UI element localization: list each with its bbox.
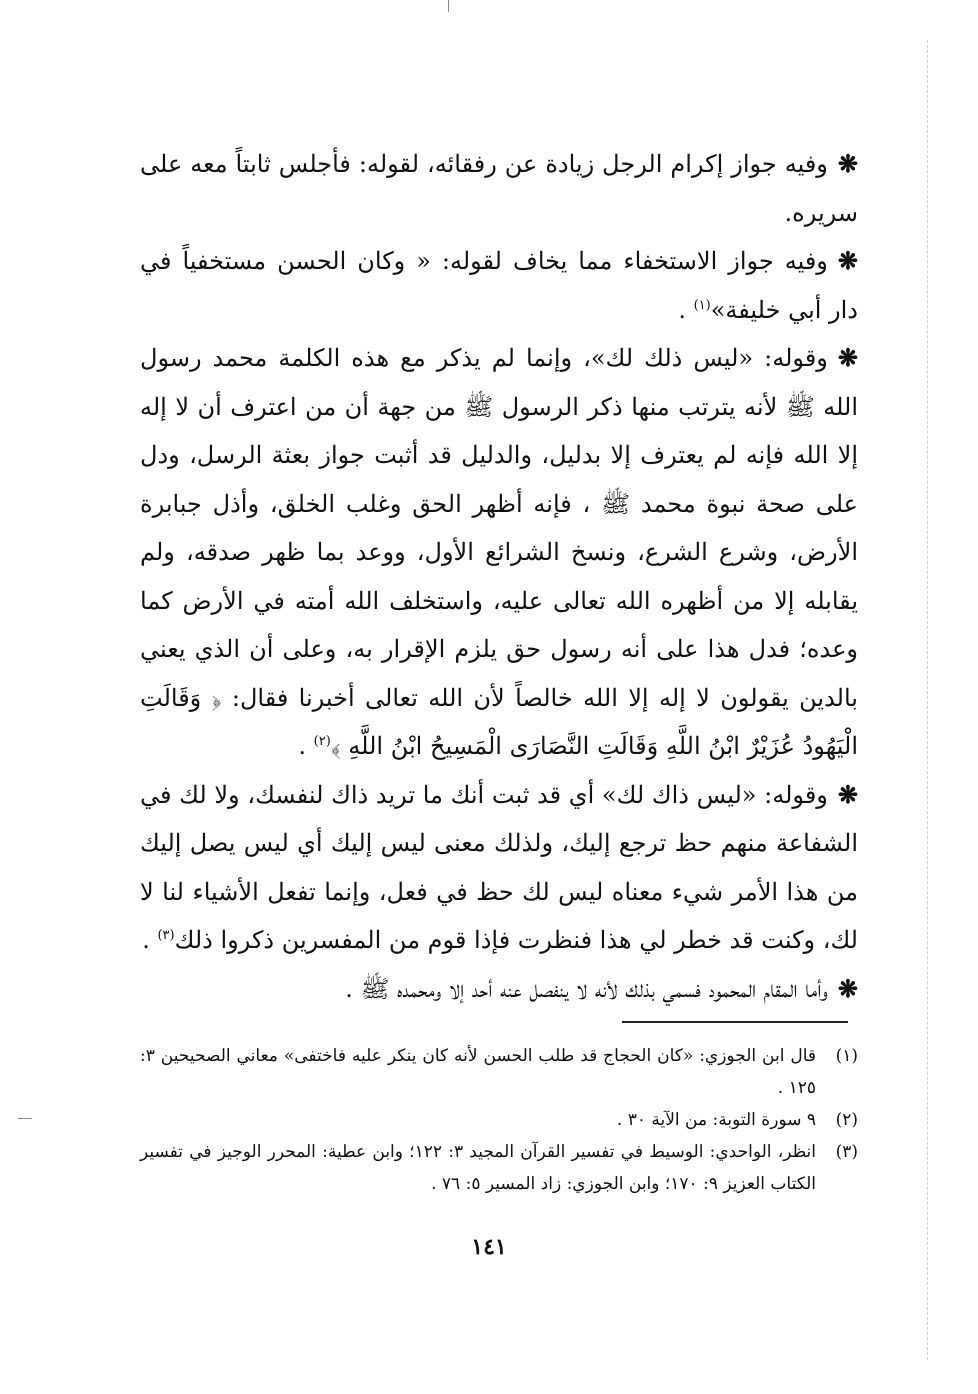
footnote-ref: (١) [693,297,711,313]
paragraph-text: وقوله: «ليس ذلك لك»، وإنما لم يذكر مع هذه الكلمة محمد رسول الله ﷺ لأنه يترتب منها ذكر الرسول ﷺ من جهة أن من اعترف أن لا إله إلا الله فإنه لم يعترف إلا بدليل، والدليل قد أثبت جواز بعثة الرسل، ودل على صحة نبوة محمد ﷺ ، فإنه أظهر الحق وغلب الخلق، وأذل جبابرة الأرض، وشرع الشرع، ونسخ الشرائع الأول، ووعد بما ظهر صدقه، ولم يقابله إلا من أظهره الله تعالى عليه، واستخلف الله أمته في الأرض كما وعده؛ فدل هذا على أنه رسول حق يلزم الإقرار به، وعلى أن الذي يعني بالدين يقولون لا إله إلا الله خالصاً لأن الله تعالى أخبرنا فقال: ﴿ وَقَالَتِ الْيَهُودُ عُزَيْرٌ ابْنُ اللَّهِ وَقَالَتِ النَّصَارَى الْمَسِيحُ ابْنُ اللَّهِ ﴾ [140,344,858,760]
left-margin-mark [18,1118,32,1119]
bullet-icon: ❋ [837,343,858,372]
footnote-number: (٢) [835,1110,858,1130]
paragraph [140,237,858,334]
footnote-text: انظر، الواحدي: الوسيط في تفسير القرآن المجيد ٣: ١٢٢؛ وابن عطية: المحرر الوجيز في تفسير الكتاب العزيز ٩: ١٧٠؛ وابن الجوزي: زاد المسير ٥: ٧٦ . [140,1142,816,1194]
paragraph-text: وفيه جواز الاستخفاء مما يخاف لقوله: « وكان الحسن مستخفياً في دار أبي خليفة» [140,247,858,324]
paragraph [140,771,858,965]
bullet-icon: ❋ [837,779,859,809]
footnote-text: ٩ سورة التوبة: من الآية ٣٠ . [616,1110,816,1130]
bullet-icon: ❋ [837,973,858,1003]
footnotes [140,1040,858,1200]
paragraph [140,965,858,1014]
footnote [140,1104,858,1136]
footnote-number: (٣) [835,1142,858,1162]
paragraph-tail: . [678,295,694,324]
paragraph-text: وفيه جواز إكرام الرجل زيادة عن رفقائه، لقوله: فأجلس ثابتاً معه على سريره. [140,150,858,227]
footnote-text: قال ابن الجوزي: «كان الحجاج قد طلب الحسن لأنه كان ينكر عليه فاختفى» معاني الصحيحين ٣: ١٢٥ . [140,1046,816,1098]
main-text [140,140,858,1013]
paragraph [140,334,858,771]
top-crop-mark [448,0,449,12]
paragraph-tail: . [142,926,158,954]
paragraph-text: وقوله: «ليس ذاك لك» أي قد ثبت أنك ما تريد ذاك لنفسك، ولا لك في الشفاعة منهم حظ ترجع إليك، ولذلك معنى ليس إليك أي ليس يصل إليك من هذا الأمر شيء معناه ليس لك حظ في فعل، وإنما تفعل الأشياء لنا لا لك، وكنت قد خطر لي هذا فنظرت فإذا قوم من المفسرين ذكروا ذلك [140,780,858,954]
bullet-icon: ❋ [837,246,858,275]
scan-edge-line [927,40,928,1360]
paragraph-text: وأما المقام المحمود فسمي بذلك لأنه لا ينفصل عنه أحد إلا ومحمده ﷺ . [345,974,828,1003]
page-number: ١٤١ [471,1234,507,1260]
footnote-ref: (٣) [157,928,175,943]
bullet-icon: ❋ [837,149,859,178]
footnote-ref: (٢) [313,734,331,749]
paragraph [140,140,858,237]
paragraph-tail: . [298,732,314,760]
footnote [140,1136,858,1200]
footnote [140,1040,858,1104]
footnote-number: (١) [835,1046,858,1066]
footnote-divider [622,1021,848,1023]
